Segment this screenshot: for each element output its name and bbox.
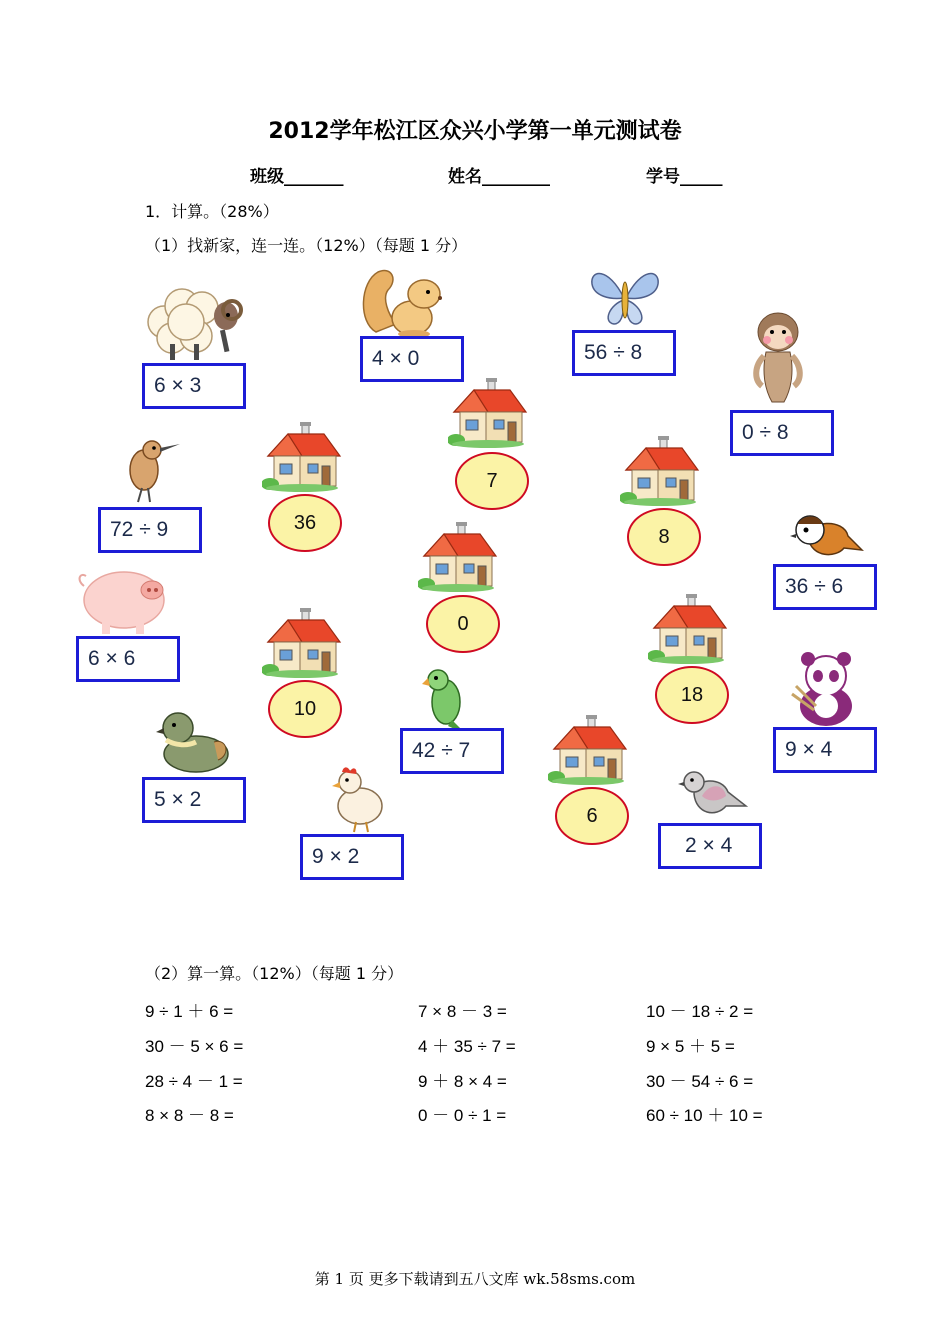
house-number-36[interactable]: 36 — [268, 494, 342, 552]
duck-icon — [156, 708, 232, 774]
problem: 30 － 54 ÷ 6 = — [646, 1072, 754, 1091]
expression-card-5x2[interactable]: 5 × 2 — [142, 777, 246, 823]
page-title: 2012学年松江区众兴小学第一单元测试卷 — [268, 119, 682, 144]
hen-icon — [326, 764, 392, 834]
expression-card-9x2[interactable]: 9 × 2 — [300, 834, 404, 880]
student-number-field[interactable]: 学号_____ — [646, 167, 723, 187]
house-icon — [448, 378, 528, 450]
dove-icon — [676, 766, 748, 820]
section1-heading: 1．计算。（28%） — [145, 202, 279, 221]
parrot-icon — [418, 664, 474, 736]
expression-card-9x4[interactable]: 9 × 4 — [773, 727, 877, 773]
expression-card-0div8[interactable]: 0 ÷ 8 — [730, 410, 834, 456]
problem: 10 － 18 ÷ 2 = — [646, 1002, 754, 1021]
section1-part1-heading: （1）找新家，连一连。（12%）（每题 1 分） — [145, 236, 468, 255]
house-number-7[interactable]: 7 — [455, 452, 529, 510]
house-icon — [620, 436, 700, 508]
section1-part2-heading: （2）算一算。（12%）（每题 1 分） — [145, 964, 404, 983]
bird-icon — [118, 436, 182, 504]
problem: 7 × 8 － 3 = — [418, 1002, 507, 1021]
monkey-icon — [748, 310, 810, 410]
sheep-icon — [142, 282, 246, 364]
expression-card-4x0[interactable]: 4 × 0 — [360, 336, 464, 382]
expression-card-2x4[interactable]: 2 × 4 — [658, 823, 762, 869]
house-number-0[interactable]: 0 — [426, 595, 500, 653]
expression-card-6x3[interactable]: 6 × 3 — [142, 363, 246, 409]
class-field[interactable]: 班级_______ — [250, 167, 344, 187]
name-field[interactable]: 姓名________ — [448, 167, 550, 187]
page-footer: 第 1 页 更多下载请到五八文库 wk.58sms.com — [314, 1270, 636, 1288]
squirrel-icon — [358, 262, 448, 338]
problem: 30 － 5 × 6 = — [145, 1037, 244, 1056]
house-number-18[interactable]: 18 — [655, 666, 729, 724]
problem: 0 － 0 ÷ 1 = — [418, 1106, 507, 1125]
pig-icon — [72, 566, 176, 636]
problem: 9 ＋ 8 × 4 = — [418, 1072, 507, 1091]
house-icon — [648, 594, 728, 666]
expression-card-36div6[interactable]: 36 ÷ 6 — [773, 564, 877, 610]
problem: 9 ÷ 1 ＋ 6 = — [145, 1002, 234, 1021]
problem: 28 ÷ 4 － 1 = — [145, 1072, 243, 1091]
panda-icon — [788, 650, 862, 728]
problem: 9 × 5 ＋ 5 = — [646, 1037, 735, 1056]
problem: 60 ÷ 10 ＋ 10 = — [646, 1106, 763, 1125]
house-icon — [262, 422, 342, 494]
house-number-6[interactable]: 6 — [555, 787, 629, 845]
house-icon — [262, 608, 342, 680]
expression-card-42div7[interactable]: 42 ÷ 7 — [400, 728, 504, 774]
house-icon — [548, 715, 628, 787]
expression-card-72div9[interactable]: 72 ÷ 9 — [98, 507, 202, 553]
expression-card-6x6[interactable]: 6 × 6 — [76, 636, 180, 682]
problem: 8 × 8 － 8 = — [145, 1106, 234, 1125]
butterfly-icon — [588, 264, 662, 330]
sparrow-icon — [788, 508, 864, 560]
house-number-10[interactable]: 10 — [268, 680, 342, 738]
house-icon — [418, 522, 498, 594]
problem: 4 ＋ 35 ÷ 7 = — [418, 1037, 516, 1056]
house-number-8[interactable]: 8 — [627, 508, 701, 566]
expression-card-56div8[interactable]: 56 ÷ 8 — [572, 330, 676, 376]
